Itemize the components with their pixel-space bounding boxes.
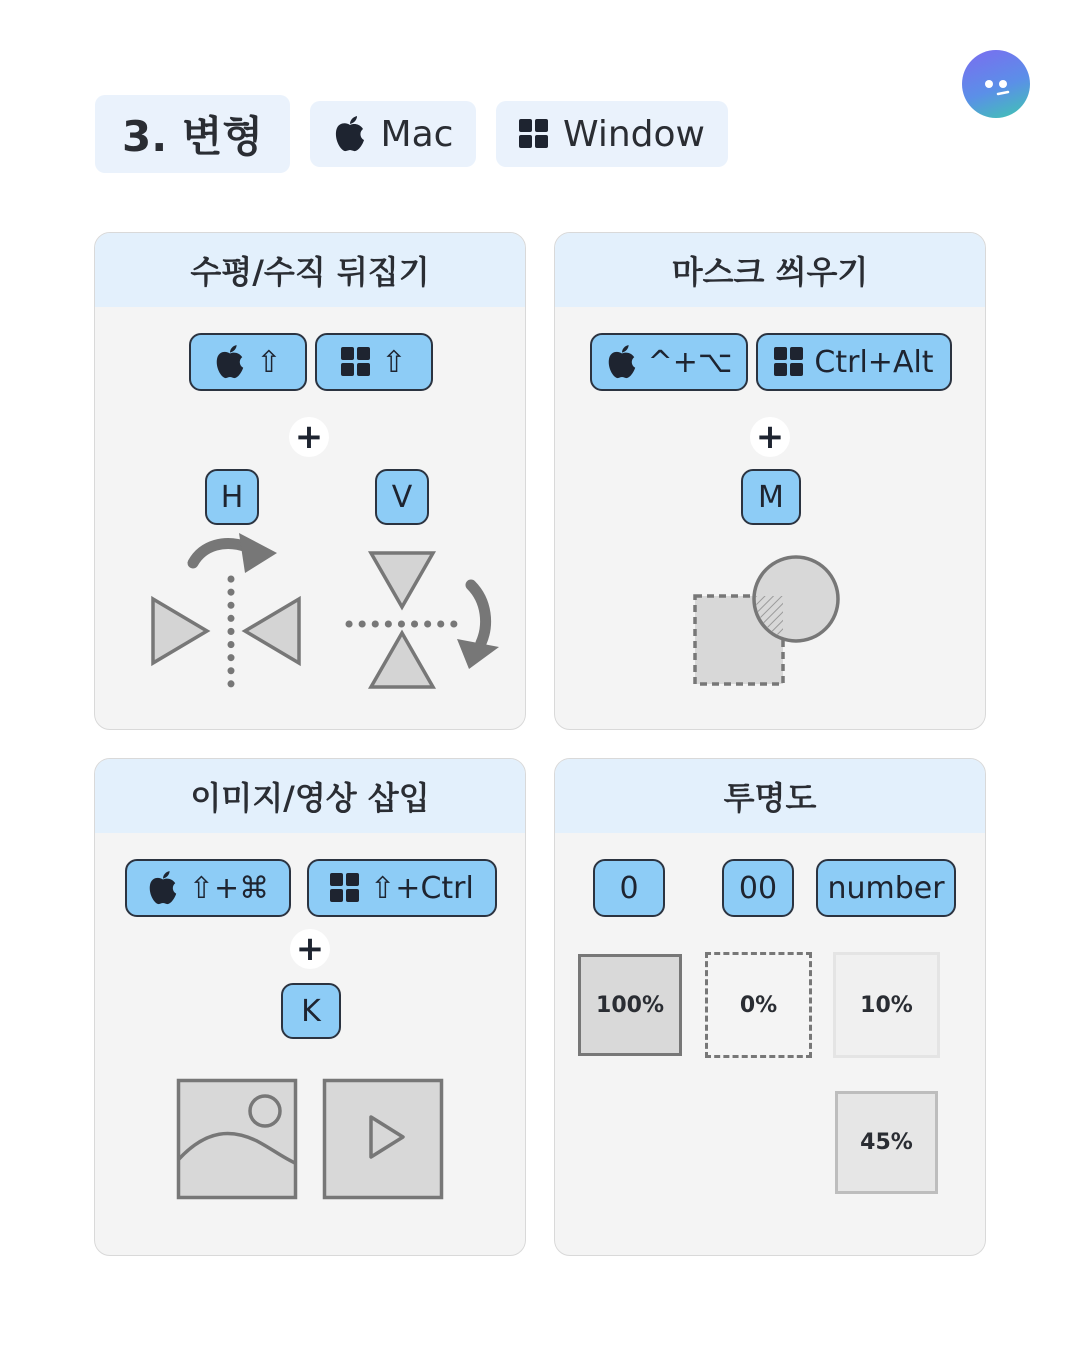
plus-icon: + — [290, 929, 330, 969]
opacity-100-swatch — [578, 954, 682, 1056]
insert-mac-key — [125, 859, 291, 917]
flip-win-keys: ⇧ — [381, 344, 407, 380]
flip-mac-keys: ⇧ — [256, 344, 282, 380]
section-title — [95, 95, 290, 173]
plus-icon: + — [289, 417, 329, 457]
section-title-text: 3. 변형 — [122, 112, 263, 161]
mask-mac-key — [590, 333, 748, 391]
flip-mac-key — [189, 333, 307, 391]
image-placeholder-icon — [177, 1079, 297, 1199]
card-mask — [554, 232, 986, 730]
flip-win-key — [315, 333, 433, 391]
insert-win-keys: ⇧+Ctrl — [370, 870, 474, 906]
apple-icon — [147, 870, 179, 906]
card-opacity-title: 투명도 — [555, 759, 985, 833]
key-00: 00 — [722, 859, 794, 917]
opacity-100-label: 100% — [596, 992, 664, 1018]
opacity-10-swatch — [833, 952, 940, 1058]
card-mask-title: 마스크 씌우기 — [555, 233, 985, 307]
opacity-10-label: 10% — [860, 992, 913, 1018]
key-v: V — [375, 469, 429, 525]
card-flip — [94, 232, 526, 730]
windows-icon — [774, 347, 804, 377]
card-insert-title: 이미지/영상 삽입 — [95, 759, 525, 833]
windows-icon — [330, 873, 360, 903]
mask-mac-keys: ^+⌥ — [647, 344, 733, 380]
mac-label: Mac — [380, 113, 454, 155]
windows-icon — [341, 347, 371, 377]
opacity-0-label: 0% — [739, 992, 778, 1018]
key-m: M — [741, 469, 801, 525]
vertical-flip-illustration — [335, 543, 515, 693]
insert-mac-keys: ⇧+⌘ — [188, 870, 270, 906]
mac-chip — [310, 101, 476, 167]
windows-icon — [519, 119, 549, 149]
apple-icon — [333, 115, 367, 153]
horizontal-flip-illustration — [135, 523, 315, 693]
opacity-0-swatch — [705, 952, 812, 1058]
opacity-45-label: 45% — [860, 1130, 913, 1155]
mask-illustration — [685, 548, 865, 698]
avatar — [962, 50, 1030, 118]
key-h: H — [205, 469, 259, 525]
window-chip — [496, 101, 728, 167]
opacity-45-swatch — [835, 1091, 938, 1194]
key-k: K — [281, 983, 341, 1039]
key-number: number — [816, 859, 956, 917]
card-opacity — [554, 758, 986, 1256]
card-insert — [94, 758, 526, 1256]
mask-win-keys: Ctrl+Alt — [814, 344, 934, 380]
card-flip-title: 수평/수직 뒤집기 — [95, 233, 525, 307]
window-label: Window — [563, 113, 705, 155]
apple-icon — [606, 344, 638, 380]
key-0: 0 — [593, 859, 665, 917]
plus-icon: + — [750, 417, 790, 457]
insert-win-key — [307, 859, 497, 917]
video-placeholder-icon — [323, 1079, 443, 1199]
apple-icon — [214, 344, 246, 380]
mask-win-key — [756, 333, 952, 391]
